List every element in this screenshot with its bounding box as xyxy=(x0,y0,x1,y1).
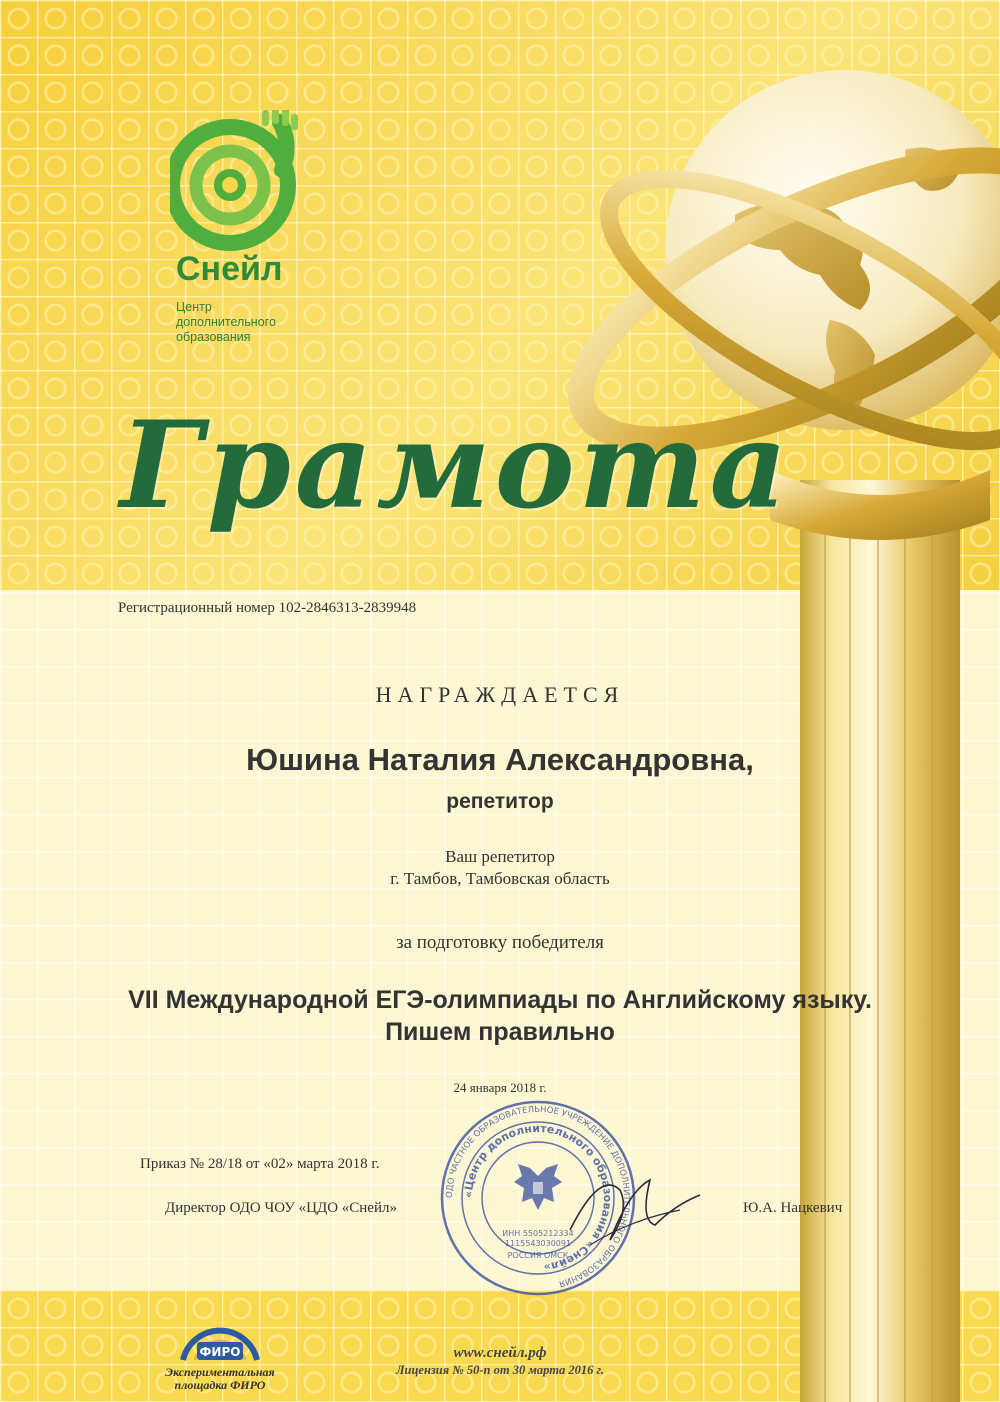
license-text: Лицензия № 50-п от 30 марта 2016 г. xyxy=(395,1363,605,1377)
stamp-country: РОССИЯ ОМСК xyxy=(507,1251,569,1260)
registration-number: Регистрационный номер 102-2846313-2839948 xyxy=(118,600,417,616)
director-name: Ю.А. Нацкевич xyxy=(743,1200,843,1216)
organization-name: Ваш репетитор xyxy=(445,847,555,866)
recipient-name: Юшина Наталия Александровна, xyxy=(246,742,754,777)
logo-subtitle-line: Центр xyxy=(176,300,212,314)
stamp-inner-text: «Центр дополнительного образования «Снейл» xyxy=(461,1121,615,1274)
organization-city: г. Тамбов, Тамбовская область xyxy=(390,869,610,888)
logo-name: Снейл xyxy=(176,250,283,288)
stamp-outer-text: ОДО ЧАСТНОЕ ОБРАЗОВАТЕЛЬНОЕ УЧРЕЖДЕНИЕ ДОПОЛНИТЕЛЬНОГО ОБРАЗОВАНИЯ xyxy=(444,1104,632,1289)
firo-label: ФИРО xyxy=(199,1345,241,1359)
olympiad-name xyxy=(0,984,1000,1048)
logo-subtitle xyxy=(176,300,316,345)
recipient-organization xyxy=(0,846,1000,890)
firo-caption-line: Экспериментальная xyxy=(165,1365,275,1379)
double-headed-eagle-icon xyxy=(514,1164,562,1210)
award-reason: за подготовку победителя xyxy=(396,932,604,953)
stamp-ogrn: 1115543030091 xyxy=(504,1239,572,1248)
stamp-inn: ИНН 5505212334 xyxy=(502,1229,574,1238)
logo-subtitle-line: дополнительного xyxy=(176,315,276,329)
awarded-heading: НАГРАЖДАЕТСЯ xyxy=(375,682,625,707)
website-link[interactable]: www.снейл.рф xyxy=(453,1345,547,1361)
order-number: Приказ № 28/18 от «02» марта 2018 г. xyxy=(140,1156,380,1172)
director-signature xyxy=(560,1150,710,1260)
logo-subtitle-line: образования xyxy=(176,330,251,344)
firo-caption-line: площадка ФИРО xyxy=(174,1378,266,1392)
certificate-title: Грамота xyxy=(120,395,792,536)
olympiad-line: Пишем правильно xyxy=(385,1018,615,1046)
recipient-role: репетитор xyxy=(446,790,554,813)
olympiad-line: VII Международной ЕГЭ-олимпиады по Английскому языку. xyxy=(128,986,872,1014)
award-date: 24 января 2018 г. xyxy=(453,1080,547,1095)
director-title: Директор ОДО ЧОУ «ЦДО «Снейл» xyxy=(165,1200,397,1216)
